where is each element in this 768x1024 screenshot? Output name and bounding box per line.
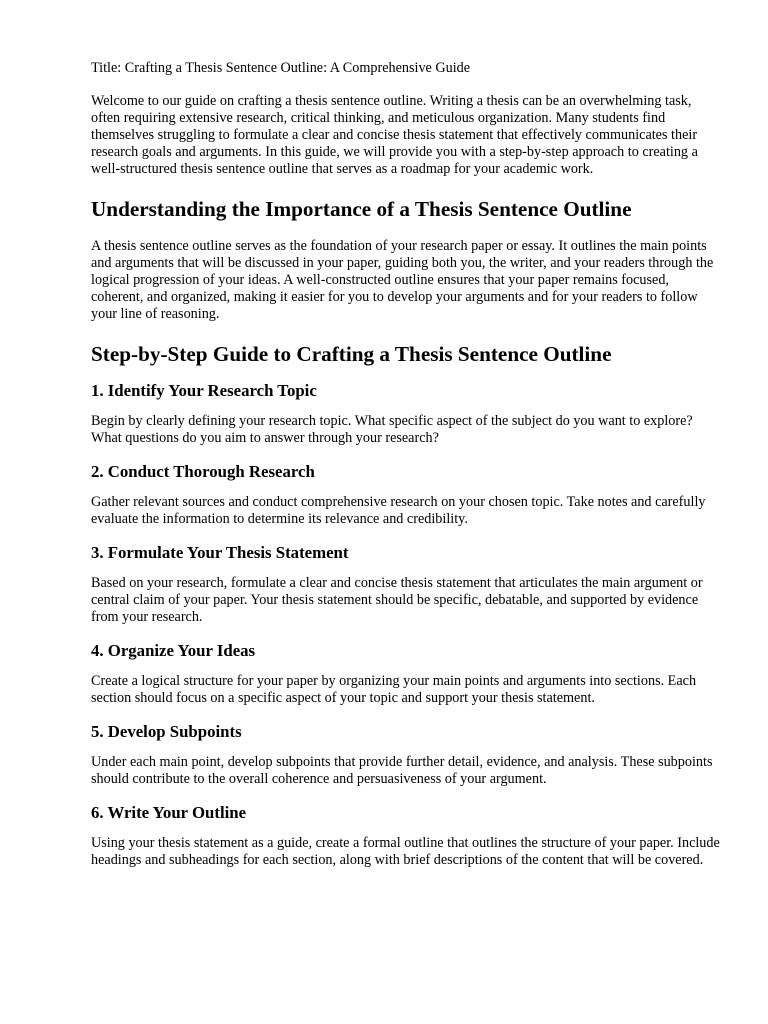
step-heading: 6. Write Your Outline xyxy=(91,803,247,822)
step-paragraph: Begin by clearly defining your research topic. What specific aspect of the subject do you want to explore? What questions do you aim to answer through your research? xyxy=(91,413,693,446)
step-paragraph: Based on your research, formulate a clear and concise thesis statement that articulates the main argument or central claim of your paper. Your thesis statement should be specific, debatable, and supported by evidence from your research. xyxy=(91,575,703,625)
step-paragraph: Using your thesis statement as a guide, create a formal outline that outlines the structure of your paper. Include headings and subheadings for each section, along with brief descriptions of the content that will be covered. xyxy=(91,835,720,868)
step-section xyxy=(91,722,720,788)
step-paragraph: Create a logical structure for your paper by organizing your main points and arguments into sections. Each section should focus on a specific aspect of your topic and support your thesis statement. xyxy=(91,673,697,706)
step-paragraph: Gather relevant sources and conduct comprehensive research on your chosen topic. Take notes and carefully evaluate the information to determine its relevance and credibility. xyxy=(91,494,706,527)
step-heading: 2. Conduct Thorough Research xyxy=(91,462,315,481)
step-section xyxy=(91,543,720,626)
step-section xyxy=(91,462,720,528)
document-title-line: Title: Crafting a Thesis Sentence Outline: A Comprehensive Guide xyxy=(91,60,471,76)
steps-heading: Step-by-Step Guide to Crafting a Thesis Sentence Outline xyxy=(91,342,612,366)
importance-heading: Understanding the Importance of a Thesis Sentence Outline xyxy=(91,197,632,221)
step-heading: 3. Formulate Your Thesis Statement xyxy=(91,543,349,562)
step-section xyxy=(91,803,720,869)
step-heading: 4. Organize Your Ideas xyxy=(91,641,256,660)
step-section xyxy=(91,641,720,707)
step-heading: 5. Develop Subpoints xyxy=(91,722,242,741)
importance-paragraph: A thesis sentence outline serves as the foundation of your research paper or essay. It outlines the main points and arguments that will be discussed in your paper, guiding both you, the writer, and your readers through the logical progression of your ideas. A well-constructed outline ensures that your paper remains focused, coherent, and organized, making it easier for you to develop your arguments and for your readers to follow your line of reasoning. xyxy=(91,238,714,322)
step-section xyxy=(91,381,720,447)
step-paragraph: Under each main point, develop subpoints that provide further detail, evidence, and analysis. These subpoints should contribute to the overall coherence and persuasiveness of your argument. xyxy=(91,754,713,787)
step-heading: 1. Identify Your Research Topic xyxy=(91,381,317,400)
intro-paragraph: Welcome to our guide on crafting a thesis sentence outline. Writing a thesis can be an overwhelming task, often requiring extensive research, critical thinking, and meticulous organization. Many students find themselves struggling to formulate a clear and concise thesis statement that effectively communicates their research goals and arguments. In this guide, we will provide you with a step-by-step approach to creating a well-structured thesis sentence outline that serves as a roadmap for your academic work. xyxy=(91,93,698,177)
